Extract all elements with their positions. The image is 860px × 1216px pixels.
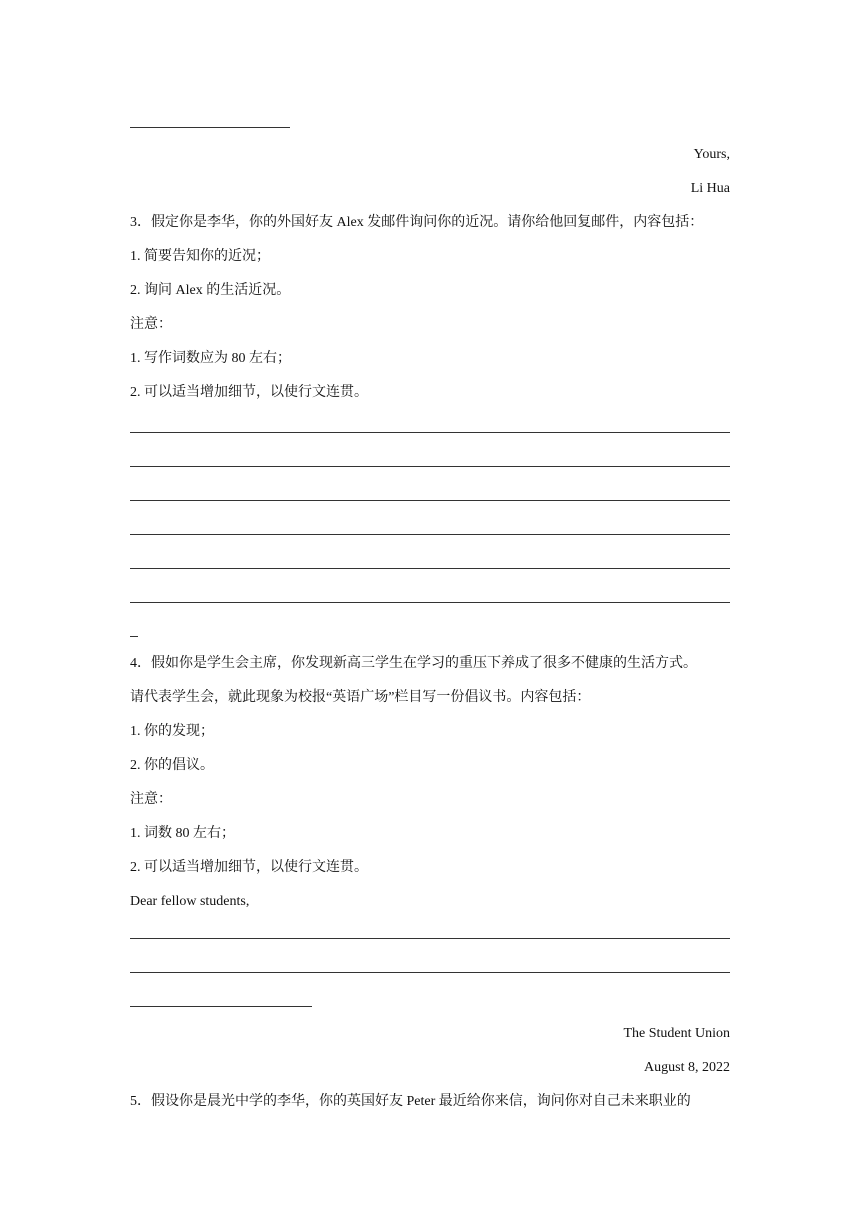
signature: The Student Union [623,1026,730,1041]
question-4-note: 1. 词数 80 左右； [130,826,235,841]
question-3-prompt: 3．假定你是李华，你的外国好友 Alex 发邮件询问你的近况。请你给他回复邮件，内容包括： [130,215,704,230]
signature: Li Hua [690,181,730,196]
question-3-note-label: 注意： [130,317,172,332]
question-4-point: 1. 你的发现； [130,724,214,739]
question-3-point: 1. 简要告知你的近况； [130,249,270,264]
question-3-note: 1. 写作词数应为 80 左右； [130,351,291,366]
question-5-prompt: 5．假设你是晨光中学的李华，你的英国好友 Peter 最近给你来信，询问你对自己未来职业的 [130,1094,691,1109]
question-4-note: 2. 可以适当增加细节，以使行文连贯。 [130,860,368,875]
question-4-point: 2. 你的倡议。 [130,758,214,773]
salutation: Dear fellow students, [130,894,250,909]
question-3-note: 2. 可以适当增加细节，以使行文连贯。 [130,385,368,400]
answer-line [130,636,138,637]
closing: Yours, [693,147,730,162]
answer-line [130,534,730,535]
question-4-prompt: 4．假如你是学生会主席，你发现新高三学生在学习的重压下养成了很多不健康的生活方式。 [130,656,697,671]
question-4-note-label: 注意： [130,792,172,807]
answer-line [130,938,730,939]
answer-line [130,500,730,501]
date: August 8, 2022 [644,1060,730,1075]
answer-line [130,972,730,973]
answer-line [130,1006,312,1007]
answer-line [130,466,730,467]
answer-line [130,432,730,433]
answer-line [130,602,730,603]
question-3-point: 2. 询问 Alex 的生活近况。 [130,283,291,298]
answer-line [130,568,730,569]
question-4-prompt: 请代表学生会，就此现象为校报“英语广场”栏目写一份倡议书。内容包括： [130,690,591,705]
answer-line [130,127,290,128]
